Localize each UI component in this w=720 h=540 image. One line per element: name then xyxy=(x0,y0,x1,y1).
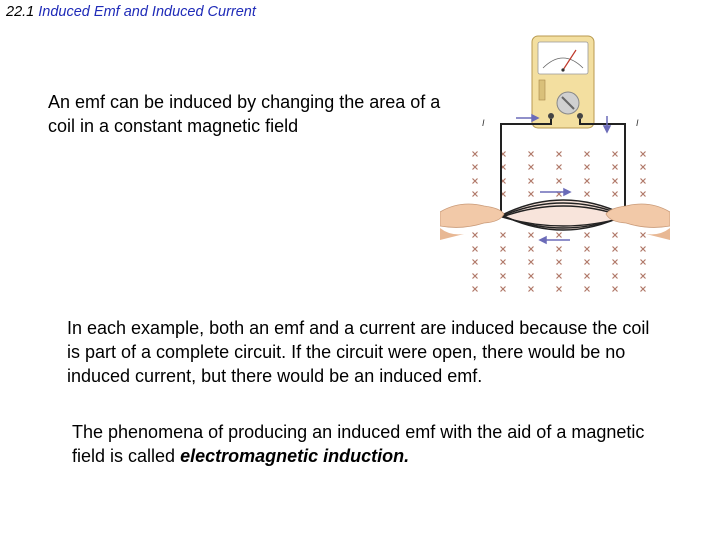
field-x-mark xyxy=(585,287,590,292)
field-x-mark xyxy=(585,247,590,252)
field-x-mark xyxy=(473,165,478,170)
field-x-mark xyxy=(529,192,534,197)
field-x-mark xyxy=(613,233,618,238)
slide-header xyxy=(6,4,256,20)
field-x-mark xyxy=(641,274,646,279)
field-x-mark xyxy=(641,260,646,265)
field-x-mark xyxy=(557,287,562,292)
field-x-mark xyxy=(585,192,590,197)
field-x-mark xyxy=(557,260,562,265)
intro-text: An emf can be induced by changing the area of a coil in a constant magnetic field xyxy=(48,92,441,136)
field-x-mark xyxy=(613,192,618,197)
field-x-mark xyxy=(557,152,562,157)
field-x-mark xyxy=(473,260,478,265)
field-x-mark xyxy=(585,260,590,265)
field-x-mark xyxy=(585,165,590,170)
field-x-mark xyxy=(585,179,590,184)
field-x-mark xyxy=(501,287,506,292)
field-x-mark xyxy=(529,287,534,292)
field-x-mark xyxy=(529,260,534,265)
field-x-mark xyxy=(613,247,618,252)
field-x-mark xyxy=(613,260,618,265)
field-x-mark xyxy=(557,233,562,238)
field-x-mark xyxy=(473,287,478,292)
field-x-mark xyxy=(585,274,590,279)
field-x-mark xyxy=(473,233,478,238)
hand-left-icon xyxy=(440,204,504,240)
field-x-mark xyxy=(473,192,478,197)
field-x-mark xyxy=(613,165,618,170)
definition-paragraph xyxy=(72,420,672,468)
field-x-mark xyxy=(473,247,478,252)
field-x-mark xyxy=(529,274,534,279)
field-x-mark xyxy=(613,274,618,279)
field-x-mark xyxy=(473,179,478,184)
galvanometer-icon xyxy=(532,36,594,128)
field-x-mark xyxy=(641,192,646,197)
section-number: 22.1 xyxy=(6,4,35,20)
field-x-mark xyxy=(641,165,646,170)
field-x-mark xyxy=(585,152,590,157)
field-x-mark xyxy=(557,247,562,252)
explanation-paragraph: In each example, both an emf and a current are induced because the coil is part of a complete circuit. If the circuit were open, there would be no induced current, but there would be an induced emf. xyxy=(67,318,650,386)
current-label-left: I xyxy=(482,118,485,128)
field-x-mark xyxy=(641,179,646,184)
field-x-mark xyxy=(557,274,562,279)
induction-figure xyxy=(440,30,670,300)
field-x-mark xyxy=(613,179,618,184)
section-title: Induced Emf and Induced Current xyxy=(38,4,256,20)
current-label-right: I xyxy=(636,118,639,128)
field-x-mark xyxy=(501,247,506,252)
field-x-mark xyxy=(473,152,478,157)
field-x-mark xyxy=(641,152,646,157)
field-x-mark xyxy=(613,152,618,157)
field-x-mark xyxy=(501,260,506,265)
field-x-mark xyxy=(529,233,534,238)
definition-term: electromagnetic induction. xyxy=(180,446,410,466)
field-x-mark xyxy=(501,274,506,279)
field-x-mark xyxy=(557,165,562,170)
field-x-mark xyxy=(529,152,534,157)
field-x-mark xyxy=(641,247,646,252)
field-x-mark xyxy=(557,179,562,184)
field-x-mark xyxy=(529,165,534,170)
definition-lead: The phenomena of producing an induced emf with the aid of a magnetic field is called xyxy=(72,422,645,466)
field-x-mark xyxy=(529,179,534,184)
field-x-mark xyxy=(641,233,646,238)
field-x-mark xyxy=(501,233,506,238)
field-x-mark xyxy=(529,247,534,252)
field-x-mark xyxy=(585,233,590,238)
field-x-mark xyxy=(473,274,478,279)
field-x-mark xyxy=(641,287,646,292)
field-x-mark xyxy=(613,287,618,292)
